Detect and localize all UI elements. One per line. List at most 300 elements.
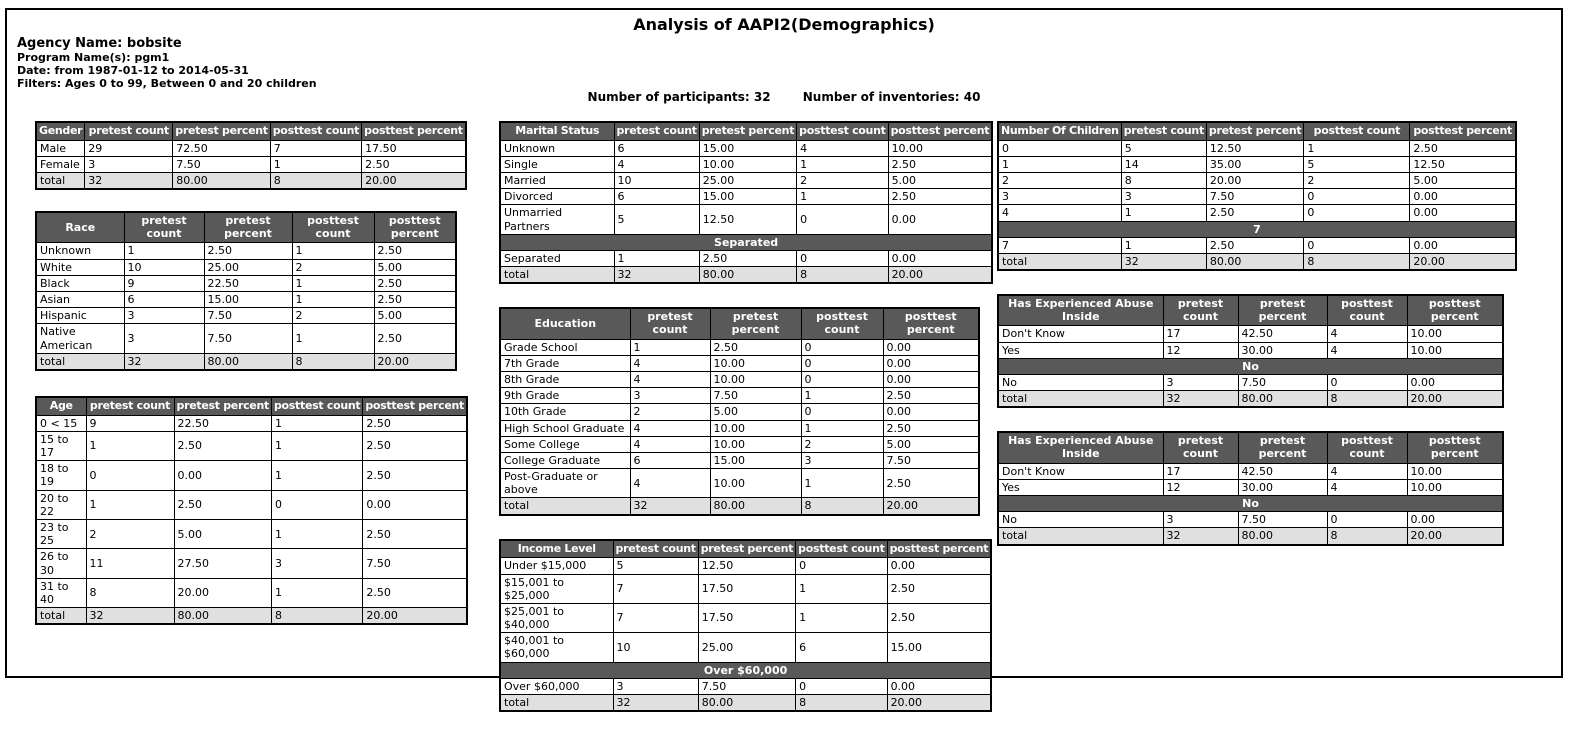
cell-value: 10.00	[1407, 479, 1503, 495]
cell-value: 10.00	[710, 469, 801, 498]
column-header: posttest count	[1327, 295, 1407, 326]
table-row	[500, 173, 992, 189]
row-label: $25,001 to $40,000	[500, 603, 613, 632]
cell-value: 42.50	[1238, 326, 1327, 342]
filters-line: Filters: Ages 0 to 99, Between 0 and 20 children	[17, 77, 317, 90]
cell-value: 0.00	[1410, 189, 1516, 205]
column-header: pretest count	[1163, 295, 1238, 326]
cell-value: 2.50	[363, 461, 467, 490]
cell-value: 7.50	[363, 549, 467, 578]
column-header: Gender	[36, 122, 85, 140]
cell-value: 3	[85, 156, 173, 172]
cell-value: 0.00	[888, 250, 992, 266]
total-value: 80.00	[173, 173, 270, 190]
cell-value: 0.00	[887, 558, 991, 574]
row-label: Unknown	[36, 243, 124, 259]
cell-value: 20.00	[174, 578, 271, 607]
date-range-line: Date: from 1987-01-12 to 2014-05-31	[17, 64, 249, 77]
cell-value: 2.50	[363, 415, 467, 431]
total-value: 32	[124, 353, 204, 370]
cell-value: 0.00	[887, 678, 991, 694]
cell-value: 1	[86, 490, 174, 519]
column-header: Age	[36, 397, 86, 415]
column-header: posttest count	[292, 212, 374, 243]
column-header: posttest count	[797, 122, 888, 140]
section-band-label: No	[998, 496, 1503, 512]
row-label: No	[998, 374, 1163, 390]
cell-value: 2.50	[374, 243, 456, 259]
total-value: 8	[270, 173, 361, 190]
column-header: posttest percent	[888, 122, 992, 140]
total-row	[36, 608, 467, 625]
cell-value: 1	[796, 574, 887, 603]
cell-value: 0.00	[883, 371, 979, 387]
total-value: 80.00	[204, 353, 292, 370]
cell-value: 15.00	[204, 292, 292, 308]
table-row	[36, 292, 456, 308]
total-value: 20.00	[1410, 253, 1516, 270]
row-label: Divorced	[500, 189, 614, 205]
total-row	[998, 528, 1503, 545]
cell-value: 0	[797, 250, 888, 266]
cell-value: 3	[124, 324, 204, 353]
column-header: pretest count	[613, 540, 698, 558]
row-label: 1	[998, 156, 1121, 172]
table-row	[998, 237, 1516, 253]
cell-value: 7.50	[173, 156, 270, 172]
total-value: 80.00	[1238, 528, 1327, 545]
column-header: posttest percent	[883, 308, 979, 339]
cell-value: 6	[614, 189, 699, 205]
header-row	[500, 540, 991, 558]
row-label: 18 to 19	[36, 461, 86, 490]
table-row	[500, 469, 979, 498]
column-header: Race	[36, 212, 124, 243]
row-label: Male	[36, 140, 85, 156]
total-value: 8	[1327, 391, 1407, 408]
cell-value: 4	[1327, 326, 1407, 342]
cell-value: 4	[630, 469, 710, 498]
inventories-count: Number of inventories: 40	[802, 90, 981, 104]
cell-value: 17	[1163, 463, 1238, 479]
cell-value: 42.50	[1238, 463, 1327, 479]
cell-value: 0	[801, 339, 883, 355]
row-label: 2	[998, 173, 1121, 189]
cell-value: 0.00	[883, 355, 979, 371]
cell-value: 10.00	[1407, 342, 1503, 358]
header-row	[500, 122, 992, 140]
cell-value: 2.50	[174, 431, 271, 460]
row-label: Married	[500, 173, 614, 189]
cell-value: 2.50	[887, 603, 991, 632]
cell-value: 5.00	[888, 173, 992, 189]
table-row	[36, 308, 456, 324]
cell-value: 2.50	[174, 490, 271, 519]
cell-value: 4	[1327, 463, 1407, 479]
cell-value: 2	[292, 308, 374, 324]
cell-value: 1	[801, 388, 883, 404]
row-label: No	[998, 512, 1163, 528]
cell-value: 2.50	[1206, 237, 1303, 253]
cell-value: 2.50	[204, 243, 292, 259]
cell-value: 5	[614, 205, 699, 234]
cell-value: 0	[797, 205, 888, 234]
cell-value: 10.00	[710, 355, 801, 371]
cell-value: 2.50	[888, 156, 992, 172]
gender-table	[35, 121, 467, 190]
cell-value: 1	[797, 189, 888, 205]
cell-value: 25.00	[204, 259, 292, 275]
total-value: 8	[796, 695, 887, 712]
cell-value: 2.50	[362, 156, 466, 172]
row-label: Yes	[998, 479, 1163, 495]
cell-value: 11	[86, 549, 174, 578]
total-value: 20.00	[1407, 391, 1503, 408]
cell-value: 3	[1121, 189, 1206, 205]
total-label: total	[36, 173, 85, 190]
column-header: posttest percent	[374, 212, 456, 243]
cell-value: 15.00	[699, 140, 796, 156]
row-label: 7	[998, 237, 1121, 253]
cell-value: 10.00	[1407, 326, 1503, 342]
total-row	[36, 173, 466, 190]
row-label: $40,001 to $60,000	[500, 633, 613, 662]
row-label: Single	[500, 156, 614, 172]
column-header: posttest percent	[1410, 122, 1516, 140]
table-row	[36, 275, 456, 291]
cell-value: 0.00	[1410, 205, 1516, 221]
cell-value: 5	[1121, 140, 1206, 156]
row-label: 7th Grade	[500, 355, 630, 371]
cell-value: 7.50	[204, 308, 292, 324]
cell-value: 0	[796, 678, 887, 694]
cell-value: 3	[801, 452, 883, 468]
total-value: 80.00	[1206, 253, 1303, 270]
table-row	[500, 452, 979, 468]
cell-value: 0.00	[888, 205, 992, 234]
column-header: pretest count	[614, 122, 699, 140]
cell-value: 0.00	[1407, 512, 1503, 528]
cell-value: 1	[1121, 205, 1206, 221]
total-label: total	[36, 608, 86, 625]
cell-value: 4	[630, 371, 710, 387]
column-header: Has Experienced Abuse Inside	[998, 295, 1163, 326]
cell-value: 0	[1327, 512, 1407, 528]
cell-value: 1	[796, 603, 887, 632]
cell-value: 3	[1163, 374, 1238, 390]
table-row	[500, 355, 979, 371]
cell-value: 5	[1304, 156, 1410, 172]
row-label: 8th Grade	[500, 371, 630, 387]
cell-value: 14	[1121, 156, 1206, 172]
cell-value: 7	[613, 603, 698, 632]
total-value: 32	[613, 695, 698, 712]
column-header: pretest percent	[204, 212, 292, 243]
column-header: pretest percent	[173, 122, 270, 140]
cell-value: 4	[630, 420, 710, 436]
table-row	[998, 374, 1503, 390]
cell-value: 27.50	[174, 549, 271, 578]
cell-value: 7	[270, 140, 361, 156]
total-label: total	[36, 353, 124, 370]
total-value: 20.00	[374, 353, 456, 370]
table-row	[998, 326, 1503, 342]
cell-value: 3	[1163, 512, 1238, 528]
column-header: posttest count	[796, 540, 887, 558]
total-value: 20.00	[1407, 528, 1503, 545]
total-value: 20.00	[888, 267, 992, 284]
total-label: total	[500, 267, 614, 284]
row-label: Hispanic	[36, 308, 124, 324]
column-header: posttest count	[1304, 122, 1410, 140]
column-header: posttest percent	[362, 122, 466, 140]
table-row	[500, 388, 979, 404]
cell-value: 20.00	[1206, 173, 1303, 189]
table-row	[500, 558, 991, 574]
row-label: 23 to 25	[36, 519, 86, 548]
cell-value: 12.50	[699, 205, 796, 234]
header-row	[36, 122, 466, 140]
table-row	[36, 431, 467, 460]
cell-value: 6	[124, 292, 204, 308]
right-column	[997, 121, 1517, 568]
table-row	[36, 578, 467, 607]
cell-value: 7	[613, 574, 698, 603]
cell-value: 30.00	[1238, 479, 1327, 495]
total-value: 32	[614, 267, 699, 284]
cell-value: 1	[270, 156, 361, 172]
table-row	[36, 519, 467, 548]
cell-value: 22.50	[174, 415, 271, 431]
column-header: pretest percent	[710, 308, 801, 339]
cell-value: 10.00	[710, 420, 801, 436]
cell-value: 1	[271, 461, 362, 490]
cell-value: 12.50	[1410, 156, 1516, 172]
cell-value: 2	[630, 404, 710, 420]
total-value: 80.00	[698, 695, 795, 712]
column-header: posttest percent	[1407, 432, 1503, 463]
total-value: 32	[1163, 391, 1238, 408]
header-row	[998, 122, 1516, 140]
column-header: Number Of Children	[998, 122, 1121, 140]
cell-value: 0	[86, 461, 174, 490]
total-value: 8	[271, 608, 362, 625]
cell-value: 7.50	[710, 388, 801, 404]
total-row	[500, 695, 991, 712]
total-value: 20.00	[887, 695, 991, 712]
table-row	[500, 189, 992, 205]
cell-value: 5.00	[1410, 173, 1516, 189]
cell-value: 4	[614, 156, 699, 172]
table-row	[998, 189, 1516, 205]
table-row	[500, 339, 979, 355]
agency-name-line: Agency Name: bobsite	[17, 36, 182, 51]
cell-value: 1	[1121, 237, 1206, 253]
table-row	[500, 574, 991, 603]
cell-value: 7.50	[1238, 512, 1327, 528]
row-label: Yes	[998, 342, 1163, 358]
cell-value: 2.50	[710, 339, 801, 355]
table-row	[500, 205, 992, 234]
cell-value: 6	[630, 452, 710, 468]
total-label: total	[500, 695, 613, 712]
column-header: pretest count	[1163, 432, 1238, 463]
cell-value: 0.00	[883, 404, 979, 420]
cell-value: 0	[801, 404, 883, 420]
row-label: High School Graduate	[500, 420, 630, 436]
cell-value: 3	[613, 678, 698, 694]
section-band-label: Over $60,000	[500, 662, 991, 678]
middle-column	[499, 121, 993, 734]
section-band-row	[500, 234, 992, 250]
total-row	[998, 391, 1503, 408]
cell-value: 12.50	[698, 558, 795, 574]
cell-value: 1	[271, 519, 362, 548]
table-row	[500, 371, 979, 387]
cell-value: 8	[86, 578, 174, 607]
row-label: College Graduate	[500, 452, 630, 468]
table-row	[36, 415, 467, 431]
abuse-inside-table-2	[997, 431, 1504, 545]
total-value: 8	[1304, 253, 1410, 270]
cell-value: 17	[1163, 326, 1238, 342]
row-label: Don't Know	[998, 326, 1163, 342]
column-header: pretest count	[630, 308, 710, 339]
table-row	[500, 156, 992, 172]
cell-value: 3	[124, 308, 204, 324]
table-row	[500, 420, 979, 436]
column-header: pretest percent	[1238, 432, 1327, 463]
table-row	[500, 603, 991, 632]
cell-value: 10.00	[1407, 463, 1503, 479]
cell-value: 5.00	[374, 259, 456, 275]
total-value: 8	[801, 498, 883, 515]
total-value: 32	[1163, 528, 1238, 545]
row-label: Some College	[500, 436, 630, 452]
cell-value: 0	[801, 355, 883, 371]
total-row	[500, 267, 992, 284]
cell-value: 2.50	[374, 292, 456, 308]
cell-value: 5.00	[374, 308, 456, 324]
cell-value: 2.50	[699, 250, 796, 266]
cell-value: 2	[801, 436, 883, 452]
total-value: 32	[1121, 253, 1206, 270]
cell-value: 15.00	[710, 452, 801, 468]
cell-value: 0	[1304, 205, 1410, 221]
table-row	[36, 461, 467, 490]
row-label: Over $60,000	[500, 678, 613, 694]
column-header: Has Experienced Abuse Inside	[998, 432, 1163, 463]
row-label: 0	[998, 140, 1121, 156]
table-row	[500, 404, 979, 420]
total-value: 20.00	[883, 498, 979, 515]
cell-value: 5	[613, 558, 698, 574]
table-row	[500, 250, 992, 266]
cell-value: 1	[292, 243, 374, 259]
row-label: 0 < 15	[36, 415, 86, 431]
section-band-row	[500, 662, 991, 678]
cell-value: 0.00	[1410, 237, 1516, 253]
cell-value: 7.50	[204, 324, 292, 353]
column-header: pretest percent	[174, 397, 271, 415]
column-header: Education	[500, 308, 630, 339]
cell-value: 15.00	[699, 189, 796, 205]
total-value: 8	[797, 267, 888, 284]
row-label: Post-Graduate or above	[500, 469, 630, 498]
row-label: Grade School	[500, 339, 630, 355]
column-header: pretest percent	[1238, 295, 1327, 326]
section-band-row	[998, 358, 1503, 374]
table-row	[998, 140, 1516, 156]
cell-value: 3	[630, 388, 710, 404]
column-header: pretest percent	[699, 122, 796, 140]
cell-value: 9	[86, 415, 174, 431]
row-label: 9th Grade	[500, 388, 630, 404]
header-row	[500, 308, 979, 339]
cell-value: 4	[630, 436, 710, 452]
cell-value: 25.00	[698, 633, 795, 662]
row-label: Under $15,000	[500, 558, 613, 574]
section-band-label: Separated	[500, 234, 992, 250]
page-title: Analysis of AAPI2(Demographics)	[633, 15, 935, 34]
cell-value: 1	[124, 243, 204, 259]
table-row	[500, 678, 991, 694]
total-value: 8	[292, 353, 374, 370]
cell-value: 10	[614, 173, 699, 189]
table-row	[998, 156, 1516, 172]
cell-value: 10	[613, 633, 698, 662]
cell-value: 1	[271, 578, 362, 607]
total-row	[36, 353, 456, 370]
row-label: 31 to 40	[36, 578, 86, 607]
section-band-row	[998, 496, 1503, 512]
left-column	[35, 121, 468, 647]
section-band-label: No	[998, 358, 1503, 374]
total-label: total	[500, 498, 630, 515]
cell-value: 10.00	[710, 371, 801, 387]
row-label: 15 to 17	[36, 431, 86, 460]
cell-value: 17.50	[362, 140, 466, 156]
cell-value: 25.00	[699, 173, 796, 189]
cell-value: 1	[271, 415, 362, 431]
section-band-label: 7	[998, 221, 1516, 237]
cell-value: 4	[1327, 479, 1407, 495]
cell-value: 12	[1163, 342, 1238, 358]
abuse-inside-table-1	[997, 294, 1504, 408]
cell-value: 4	[797, 140, 888, 156]
cell-value: 2	[292, 259, 374, 275]
report-page	[5, 8, 1563, 709]
column-header: posttest percent	[363, 397, 467, 415]
row-label: 10th Grade	[500, 404, 630, 420]
row-label: 4	[998, 205, 1121, 221]
cell-value: 0	[796, 558, 887, 574]
cell-value: 6	[614, 140, 699, 156]
header-row	[998, 295, 1503, 326]
marital-status-table	[499, 121, 993, 284]
table-row	[998, 512, 1503, 528]
cell-value: 9	[124, 275, 204, 291]
row-label: Asian	[36, 292, 124, 308]
cell-value: 12	[1163, 479, 1238, 495]
column-header: pretest count	[124, 212, 204, 243]
column-header: pretest percent	[1206, 122, 1303, 140]
table-row	[998, 479, 1503, 495]
cell-value: 10.00	[710, 436, 801, 452]
cell-value: 0	[271, 490, 362, 519]
row-label: Female	[36, 156, 85, 172]
cell-value: 1	[614, 250, 699, 266]
